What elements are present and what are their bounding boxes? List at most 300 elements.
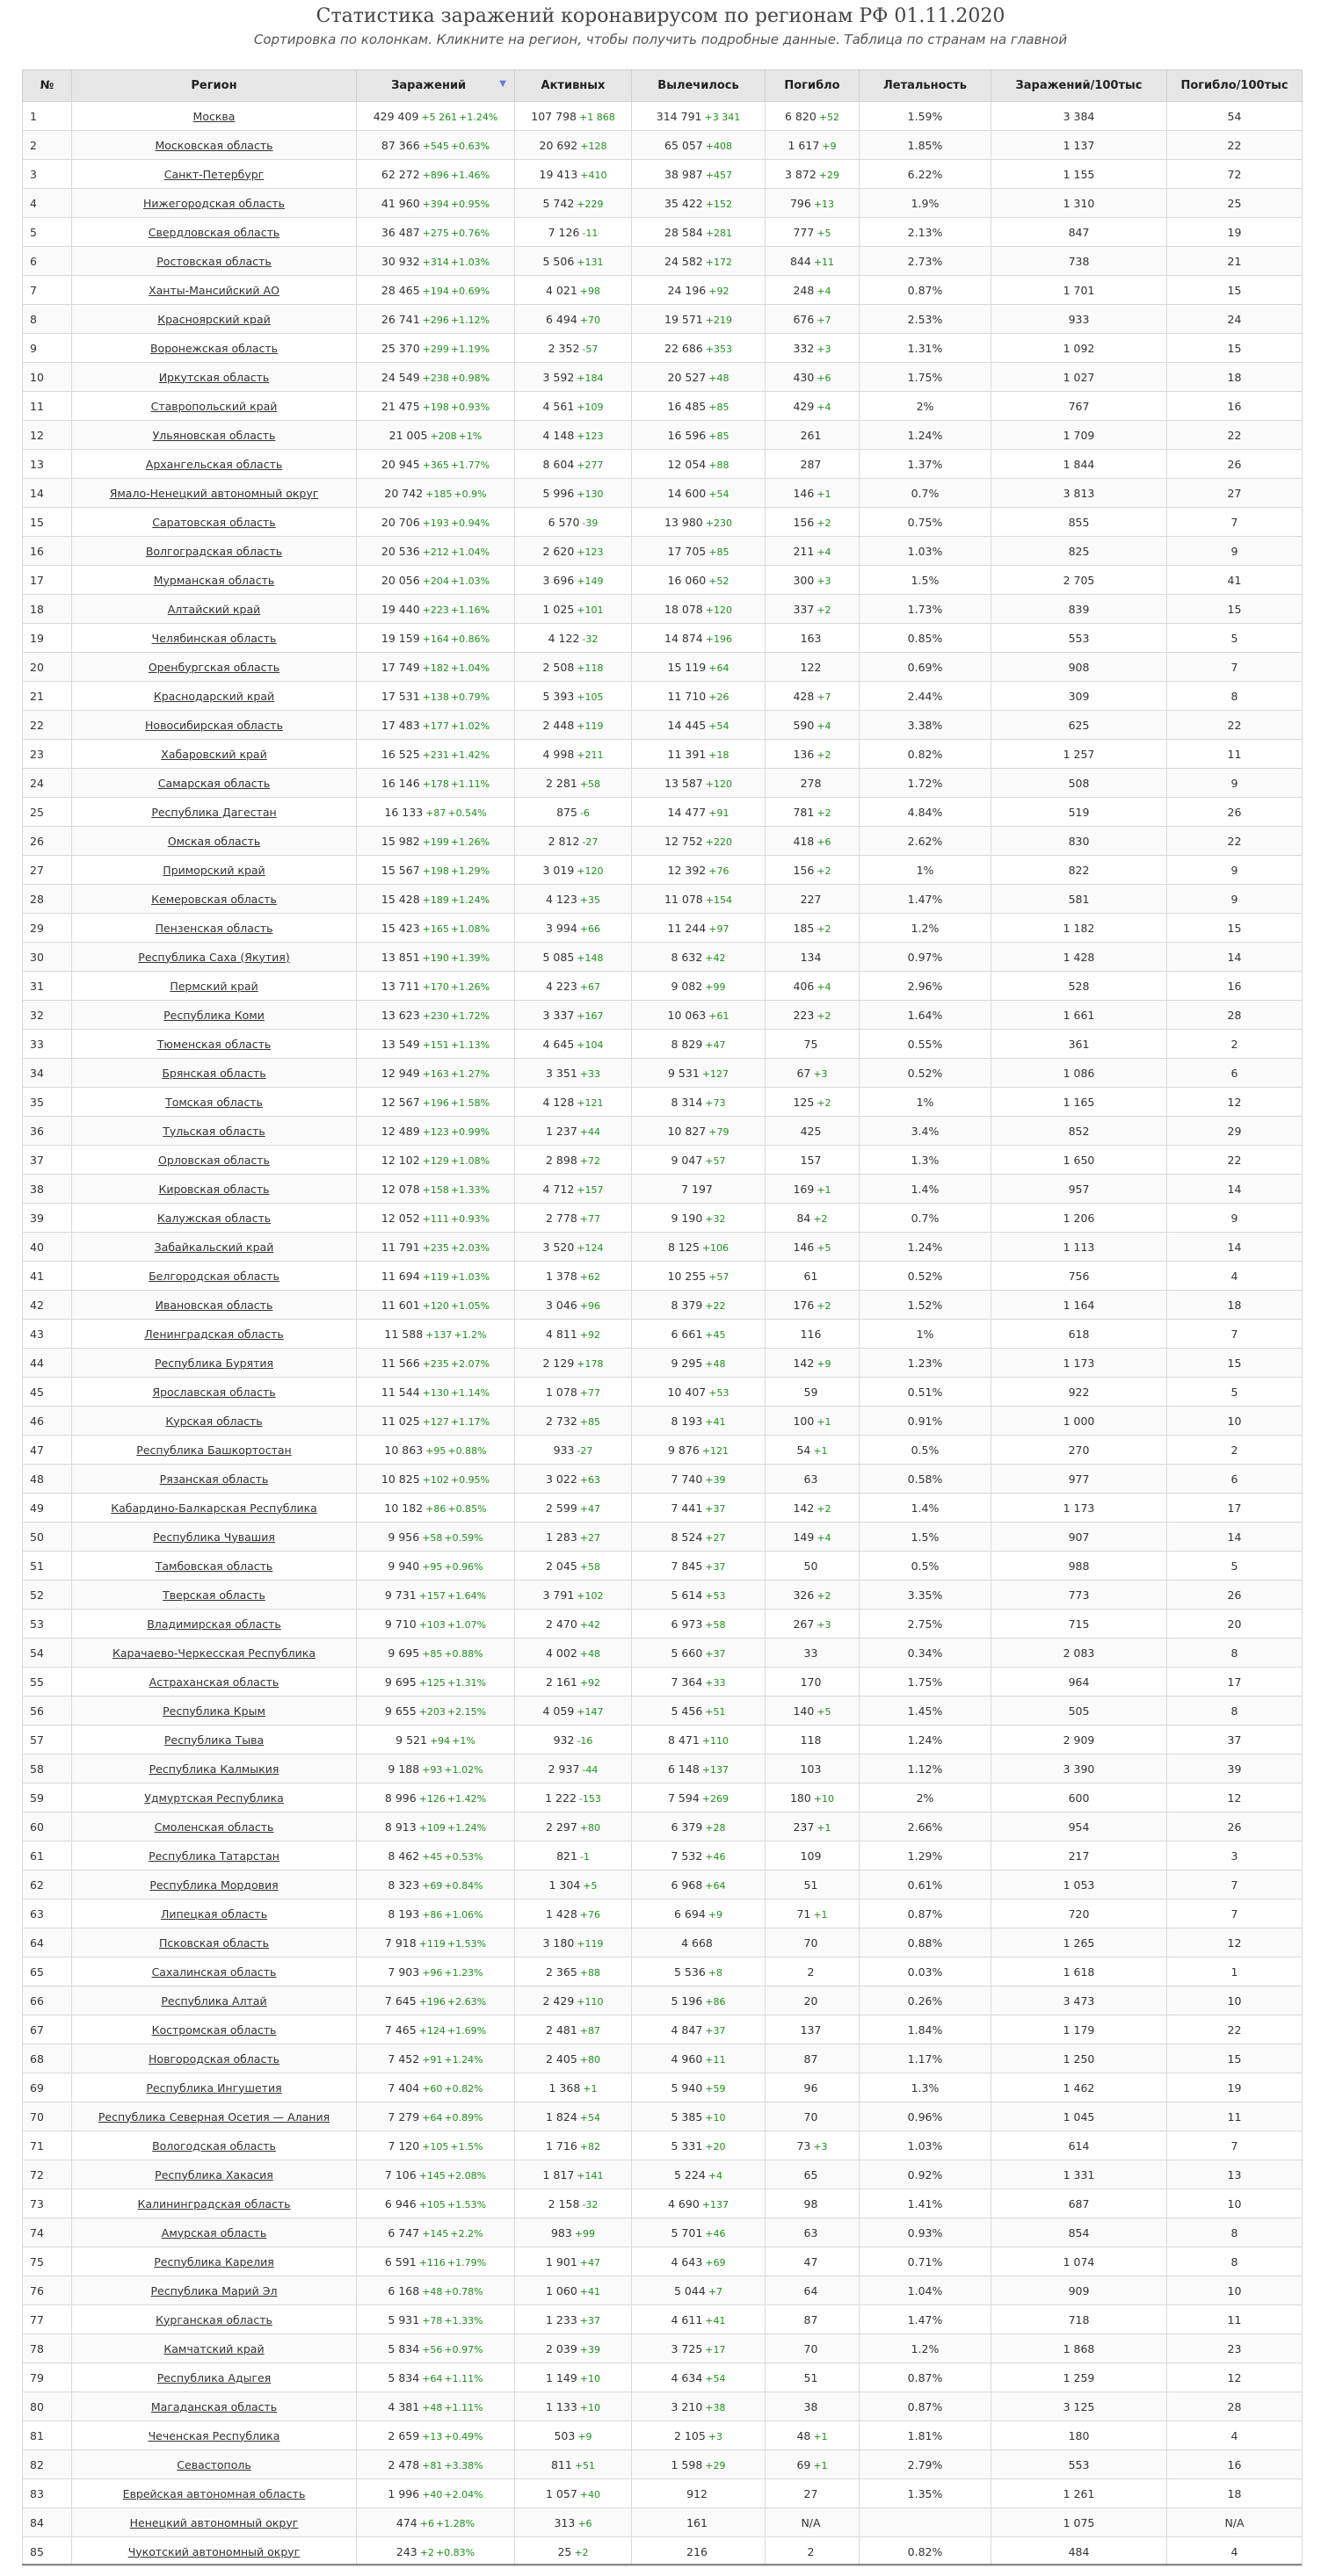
row-number: 12: [23, 421, 72, 450]
recovered-cell: [632, 740, 766, 769]
deaths-value: 300: [793, 573, 815, 587]
deaths-per-100k-cell: 2: [1167, 1436, 1303, 1465]
infected-per-100k-cell: 1 265: [991, 1928, 1167, 1957]
deaths-increment: +5: [817, 1705, 831, 1718]
region-link[interactable]: Пензенская область: [155, 921, 273, 935]
infected-value: 9 956: [388, 1530, 420, 1544]
active-cell: [515, 1813, 632, 1842]
header-lethality[interactable]: Летальность: [860, 70, 991, 102]
lethality-cell: 1.24%: [860, 421, 991, 450]
region-link[interactable]: Республика Коми: [163, 1008, 265, 1022]
table-row: [23, 943, 1303, 972]
recovered-increment: +76: [708, 865, 729, 877]
table-row: [23, 1552, 1303, 1581]
active-increment: -6: [579, 807, 590, 819]
infected-per-100k-cell: 484: [991, 2537, 1167, 2566]
region-link[interactable]: Ставропольский край: [150, 399, 278, 413]
deaths-cell: [766, 711, 860, 740]
active-value: 875: [556, 805, 577, 819]
header-infected-per-100k[interactable]: Заражений/100тыс: [991, 70, 1167, 102]
deaths-per-100k-cell: 19: [1167, 218, 1303, 247]
infected-per-100k-cell: 988: [991, 1552, 1167, 1581]
active-value: 2 158: [548, 2196, 580, 2211]
header-deaths[interactable]: Погибло: [766, 70, 860, 102]
infected-cell: [357, 1262, 515, 1291]
deaths-per-100k-cell: 14: [1167, 1523, 1303, 1552]
region-link[interactable]: Кемеровская область: [151, 892, 277, 906]
region-link[interactable]: Еврейская автономная область: [122, 2486, 306, 2500]
lethality-cell: 1.24%: [860, 1233, 991, 1262]
region-link[interactable]: Санкт-Петербург: [163, 167, 265, 181]
deaths-cell: [766, 2334, 860, 2363]
lethality-cell: 0.34%: [860, 1639, 991, 1668]
region-cell: [72, 2305, 357, 2334]
active-increment: -39: [582, 517, 599, 529]
infected-per-100k-cell: 964: [991, 1668, 1167, 1697]
table-row: [23, 1088, 1303, 1117]
recovered-cell: [632, 1175, 766, 1204]
row-number: 33: [23, 1030, 72, 1059]
region-link[interactable]: Москва: [192, 109, 236, 123]
active-cell: [515, 885, 632, 914]
region-link[interactable]: Мурманская область: [153, 573, 275, 587]
region-link[interactable]: Республика Мордовия: [149, 1878, 279, 1892]
deaths-increment: +9: [822, 140, 837, 152]
recovered-increment: +48: [705, 1357, 726, 1370]
recovered-cell: [632, 653, 766, 682]
row-number: 79: [23, 2363, 72, 2392]
infected-value: 21 475: [381, 399, 420, 413]
infected-percent: +0.79%: [450, 691, 490, 703]
region-link[interactable]: Алтайский край: [167, 602, 261, 616]
region-link[interactable]: Воронежская область: [149, 341, 279, 355]
region-link[interactable]: Республика Калмыкия: [149, 1762, 279, 1776]
recovered-increment: +33: [705, 1676, 726, 1689]
infected-percent: +0.54%: [447, 807, 487, 819]
region-link[interactable]: Тульская область: [163, 1124, 265, 1138]
lethality-cell: 1.23%: [860, 1349, 991, 1378]
header-recovered[interactable]: Вылечилось: [632, 70, 766, 102]
infected-increment: +86: [425, 1502, 446, 1515]
deaths-per-100k-cell: 37: [1167, 1726, 1303, 1755]
active-value: 1 060: [545, 2283, 577, 2297]
table-row: [23, 2247, 1303, 2276]
active-value: 1 057: [545, 2486, 577, 2500]
sort-desc-icon: ▼: [499, 79, 506, 89]
row-number: 19: [23, 624, 72, 653]
recovered-increment: +27: [705, 1531, 726, 1544]
region-link[interactable]: Астраханская область: [149, 1675, 279, 1689]
infected-increment: +124: [418, 2024, 446, 2037]
region-link[interactable]: Владимирская область: [147, 1617, 281, 1631]
active-cell: [515, 2131, 632, 2160]
region-cell: [72, 1494, 357, 1523]
infected-value: 19 159: [381, 631, 420, 645]
infected-percent: +2.2%: [450, 2227, 483, 2240]
recovered-increment: +196: [705, 633, 732, 645]
infected-per-100k-cell: 625: [991, 711, 1167, 740]
recovered-value: 8 125: [667, 1240, 700, 1254]
deaths-value: 248: [793, 283, 815, 297]
infected-cell: [357, 2421, 515, 2450]
deaths-increment: +2: [817, 749, 831, 761]
recovered-value: 5 701: [671, 2225, 703, 2240]
infected-value: 12 489: [381, 1124, 420, 1138]
table-row: [23, 972, 1303, 1001]
region-link[interactable]: Псковская область: [159, 1936, 269, 1950]
region-link[interactable]: Хабаровский край: [161, 747, 267, 761]
infected-value: 2 478: [388, 2457, 420, 2471]
region-link[interactable]: Ростовская область: [156, 254, 272, 268]
row-number: 10: [23, 363, 72, 392]
active-cell: [515, 2508, 632, 2537]
table-row: [23, 1523, 1303, 1552]
region-link[interactable]: Забайкальский край: [154, 1240, 274, 1254]
recovered-increment: +110: [701, 1734, 729, 1747]
region-cell: [72, 1552, 357, 1581]
deaths-cell: [766, 102, 860, 131]
region-link[interactable]: Ямало-Ненецкий автономный округ: [109, 486, 319, 500]
region-cell: [72, 276, 357, 305]
region-link[interactable]: Кабардино-Балкарская Республика: [111, 1501, 317, 1515]
recovered-value: 16 596: [667, 428, 707, 442]
active-increment: +128: [580, 140, 607, 152]
region-link[interactable]: Удмуртская Республика: [144, 1791, 284, 1805]
deaths-value: 136: [793, 747, 815, 761]
table-row: [23, 1842, 1303, 1870]
region-link[interactable]: Тверская область: [163, 1588, 265, 1602]
region-link[interactable]: Оренбургская область: [148, 660, 280, 674]
recovered-value: 24 582: [664, 254, 703, 268]
infected-increment: +299: [422, 343, 449, 355]
region-link[interactable]: Республика Чувашия: [153, 1530, 275, 1544]
region-link[interactable]: Чеченская Республика: [148, 2428, 280, 2442]
region-link[interactable]: Калининградская область: [137, 2196, 291, 2211]
recovered-increment: +281: [705, 227, 732, 239]
region-link[interactable]: Республика Алтай: [161, 1994, 267, 2008]
deaths-value: 425: [800, 1124, 822, 1138]
region-link[interactable]: Республика Карелия: [154, 2254, 274, 2268]
lethality-cell: 1.84%: [860, 2015, 991, 2044]
row-number: 61: [23, 1842, 72, 1870]
infected-value: 7 120: [388, 2138, 420, 2153]
recovered-cell: [632, 566, 766, 595]
deaths-value: 146: [793, 486, 815, 500]
recovered-cell: [632, 1697, 766, 1726]
header-active[interactable]: Активных: [515, 70, 632, 102]
deaths-per-100k-cell: 39: [1167, 1755, 1303, 1784]
infected-per-100k-cell: 1 000: [991, 1407, 1167, 1436]
region-link[interactable]: Республика Ингушетия: [146, 2080, 282, 2095]
recovered-increment: +57: [705, 1154, 726, 1167]
region-link[interactable]: Ульяновская область: [152, 428, 276, 442]
infected-increment: +109: [418, 1821, 446, 1834]
active-cell: [515, 1639, 632, 1668]
infected-value: 9 188: [388, 1762, 420, 1776]
deaths-increment: +2: [817, 517, 831, 529]
region-link[interactable]: Тамбовская область: [155, 1559, 273, 1573]
deaths-value: 54: [796, 1443, 811, 1457]
infected-value: 20 056: [381, 573, 420, 587]
row-number: 42: [23, 1291, 72, 1320]
infected-increment: +103: [418, 1618, 446, 1631]
region-link[interactable]: Калужская область: [156, 1211, 272, 1225]
active-value: 3 046: [545, 1298, 577, 1312]
deaths-per-100k-cell: 16: [1167, 972, 1303, 1001]
region-link[interactable]: Курская область: [165, 1414, 263, 1428]
active-increment: -153: [578, 1792, 601, 1805]
deaths-cell: [766, 972, 860, 1001]
region-link[interactable]: Республика Башкортостан: [136, 1443, 292, 1457]
region-link[interactable]: Республика Марий Эл: [150, 2283, 278, 2297]
lethality-cell: 2.13%: [860, 218, 991, 247]
recovered-cell: [632, 1059, 766, 1088]
infected-per-100k-cell: 217: [991, 1842, 1167, 1870]
recovered-value: 4 960: [671, 2051, 703, 2066]
deaths-increment: +4: [817, 546, 831, 558]
deaths-per-100k-cell: 1: [1167, 1957, 1303, 1986]
active-increment: +41: [579, 2285, 600, 2297]
region-link[interactable]: Амурская область: [161, 2225, 267, 2240]
active-value: 107 798: [531, 109, 577, 123]
deaths-value: 156: [793, 863, 815, 877]
region-link[interactable]: Республика Саха (Якутия): [138, 950, 290, 964]
infected-value: 7 903: [388, 1965, 420, 1979]
region-link[interactable]: Смоленская область: [154, 1820, 274, 1834]
infected-increment: +204: [422, 575, 449, 587]
infected-increment: +5 261: [421, 111, 458, 123]
active-increment: +63: [579, 1473, 600, 1486]
infected-cell: [357, 2218, 515, 2247]
region-cell: [72, 1870, 357, 1899]
active-value: 3 791: [542, 1588, 575, 1602]
infected-increment: +185: [425, 488, 453, 500]
infected-cell: [357, 1088, 515, 1117]
lethality-cell: 0.52%: [860, 1262, 991, 1291]
table-row: [23, 1407, 1303, 1436]
deaths-increment: +4: [817, 1531, 831, 1544]
region-link[interactable]: Московская область: [155, 138, 273, 152]
deaths-value: 781: [793, 805, 815, 819]
region-link[interactable]: Республика Хакасия: [155, 2167, 273, 2182]
lethality-cell: 1.85%: [860, 131, 991, 160]
recovered-value: 9 190: [671, 1211, 703, 1225]
active-increment: +37: [579, 2314, 600, 2326]
infected-cell: [357, 1523, 515, 1552]
region-cell: [72, 1436, 357, 1465]
region-link[interactable]: Архангельская область: [145, 457, 283, 471]
region-cell: [72, 2421, 357, 2450]
row-number: 47: [23, 1436, 72, 1465]
infected-per-100k-cell: 825: [991, 537, 1167, 566]
row-number: 85: [23, 2537, 72, 2566]
header-infected[interactable]: [357, 70, 515, 102]
region-link[interactable]: Новгородская область: [149, 2051, 279, 2066]
region-link[interactable]: Омская область: [167, 834, 261, 848]
header-deaths-per-100k[interactable]: Погибло/100тыс: [1167, 70, 1303, 102]
region-link[interactable]: Ленинградская область: [144, 1327, 284, 1341]
deaths-per-100k-cell: 23: [1167, 2334, 1303, 2363]
recovered-increment: +32: [705, 1212, 726, 1225]
region-link[interactable]: Севастополь: [177, 2457, 251, 2471]
region-link[interactable]: Волгоградская область: [145, 544, 283, 558]
lethality-cell: 2.62%: [860, 827, 991, 856]
region-link[interactable]: Красноярский край: [157, 312, 271, 326]
table-row: [23, 2508, 1303, 2537]
region-link[interactable]: Пермский край: [170, 979, 258, 993]
infected-value: 20 536: [381, 544, 420, 558]
active-cell: [515, 1407, 632, 1436]
recovered-increment: +41: [705, 2314, 726, 2326]
region-link[interactable]: Кировская область: [158, 1182, 270, 1196]
active-value: 4 123: [545, 892, 577, 906]
infected-value: 9 940: [388, 1559, 420, 1573]
infected-percent: +0.76%: [450, 227, 490, 239]
region-link[interactable]: Магаданская область: [150, 2399, 278, 2413]
table-row: [23, 2392, 1303, 2421]
region-link[interactable]: Республика Крым: [163, 1704, 265, 1718]
region-link[interactable]: Республика Дагестан: [151, 805, 277, 819]
infected-cell: [357, 305, 515, 334]
region-link[interactable]: Ненецкий автономный округ: [129, 2515, 299, 2529]
region-link[interactable]: Карачаево-Черкесская Республика: [113, 1646, 316, 1660]
deaths-per-100k-cell: 16: [1167, 2450, 1303, 2479]
region-link[interactable]: Свердловская область: [148, 225, 280, 239]
active-cell: [515, 856, 632, 885]
region-link[interactable]: Тюменская область: [156, 1037, 272, 1051]
deaths-value: 261: [800, 428, 822, 442]
row-number: 1: [23, 102, 72, 131]
deaths-per-100k-cell: 12: [1167, 1928, 1303, 1957]
infected-percent: +0.94%: [450, 517, 490, 529]
region-link[interactable]: Камчатский край: [163, 2341, 265, 2355]
region-link[interactable]: Саратовская область: [152, 515, 276, 529]
region-link[interactable]: Краснодарский край: [153, 689, 275, 703]
region-link[interactable]: Томская область: [165, 1095, 263, 1109]
infected-percent: +1.17%: [450, 1415, 490, 1428]
infected-per-100k-cell: 1 428: [991, 943, 1167, 972]
table-row: [23, 595, 1303, 624]
region-link[interactable]: Ярославская область: [152, 1385, 276, 1399]
region-link[interactable]: Брянская область: [162, 1066, 266, 1080]
deaths-cell: [766, 2508, 860, 2537]
region-cell: [72, 2044, 357, 2073]
deaths-value: 116: [800, 1327, 822, 1341]
deaths-value: 122: [800, 660, 822, 674]
region-link[interactable]: Рязанская область: [159, 1472, 269, 1486]
region-link[interactable]: Самарская область: [157, 776, 271, 790]
recovered-increment: +86: [705, 1995, 726, 2008]
active-value: 1 025: [542, 602, 575, 616]
active-increment: +72: [579, 1154, 600, 1167]
recovered-value: 17 705: [667, 544, 707, 558]
region-link[interactable]: Нижегородская область: [142, 196, 286, 210]
active-increment: +211: [577, 749, 604, 761]
recovered-cell: [632, 305, 766, 334]
infected-percent: +1.02%: [450, 720, 490, 732]
region-link[interactable]: Челябинская область: [151, 631, 277, 645]
row-number: 50: [23, 1523, 72, 1552]
region-link[interactable]: Приморский край: [163, 863, 265, 877]
deaths-per-100k-cell: 5: [1167, 1378, 1303, 1407]
infected-per-100k-cell: 614: [991, 2131, 1167, 2160]
region-link[interactable]: Ивановская область: [155, 1298, 273, 1312]
recovered-value: 10 063: [667, 1008, 707, 1022]
region-link[interactable]: Вологодская область: [152, 2138, 276, 2153]
header-region[interactable]: Регион: [72, 70, 357, 102]
active-cell: [515, 102, 632, 131]
recovered-value: 6 973: [671, 1617, 703, 1631]
table-row: [23, 2479, 1303, 2508]
row-number: 56: [23, 1697, 72, 1726]
deaths-value: 149: [793, 1530, 815, 1544]
region-link[interactable]: Новосибирская область: [145, 718, 283, 732]
deaths-value: 777: [793, 225, 815, 239]
recovered-cell: [632, 1204, 766, 1233]
region-link[interactable]: Липецкая область: [160, 1907, 268, 1921]
infected-percent: +1.11%: [450, 778, 490, 790]
infected-increment: +58: [422, 1531, 443, 1544]
deaths-per-100k-cell: 10: [1167, 2276, 1303, 2305]
region-link[interactable]: Курганская область: [156, 2312, 272, 2326]
active-increment: +121: [577, 1096, 604, 1109]
region-link[interactable]: Ханты-Мансийский АО: [149, 283, 279, 297]
recovered-increment: +37: [705, 1647, 726, 1660]
stats-table-container: [22, 69, 1302, 2566]
region-link[interactable]: Республика Бурятия: [154, 1356, 274, 1370]
infected-percent: +0.97%: [444, 2343, 483, 2355]
recovered-value: 7 441: [671, 1501, 703, 1515]
row-number: 20: [23, 653, 72, 682]
region-link[interactable]: Чукотский автономный округ: [127, 2544, 301, 2558]
region-cell: [72, 2218, 357, 2247]
region-link[interactable]: Иркутская область: [158, 370, 270, 384]
deaths-value: 87: [803, 2051, 818, 2066]
region-link[interactable]: Республика Адыгея: [156, 2370, 272, 2384]
row-number: 31: [23, 972, 72, 1001]
deaths-per-100k-cell: 10: [1167, 1986, 1303, 2015]
header-number[interactable]: №: [23, 70, 72, 102]
active-increment: +92: [579, 1676, 600, 1689]
infected-per-100k-cell: 270: [991, 1436, 1167, 1465]
recovered-value: 8 524: [671, 1530, 703, 1544]
region-link[interactable]: Республика Тыва: [163, 1733, 265, 1747]
region-cell: [72, 450, 357, 479]
region-link[interactable]: Орловская область: [158, 1153, 270, 1167]
region-link[interactable]: Республика Северная Осетия — Алания: [98, 2109, 330, 2124]
region-cell: [72, 334, 357, 363]
recovered-value: 19 571: [664, 312, 703, 326]
infected-percent: +1.53%: [446, 1937, 487, 1950]
region-cell: [72, 305, 357, 334]
deaths-per-100k-cell: 5: [1167, 624, 1303, 653]
active-increment: -27: [577, 1444, 593, 1457]
region-link[interactable]: Республика Татарстан: [149, 1849, 279, 1863]
infected-percent: +1.64%: [446, 1589, 487, 1602]
row-number: 5: [23, 218, 72, 247]
deaths-increment: +6: [817, 836, 831, 848]
region-link[interactable]: Костромская область: [151, 2022, 277, 2037]
recovered-increment: +8: [708, 1966, 722, 1979]
lethality-cell: 1.24%: [860, 1726, 991, 1755]
region-cell: [72, 1204, 357, 1233]
region-link[interactable]: Сахалинская область: [151, 1965, 277, 1979]
lethality-cell: 1.04%: [860, 2276, 991, 2305]
infected-percent: +2.63%: [446, 1995, 487, 2008]
region-link[interactable]: Белгородская область: [149, 1269, 279, 1283]
active-increment: +123: [577, 430, 604, 442]
infected-increment: +87: [425, 807, 446, 819]
